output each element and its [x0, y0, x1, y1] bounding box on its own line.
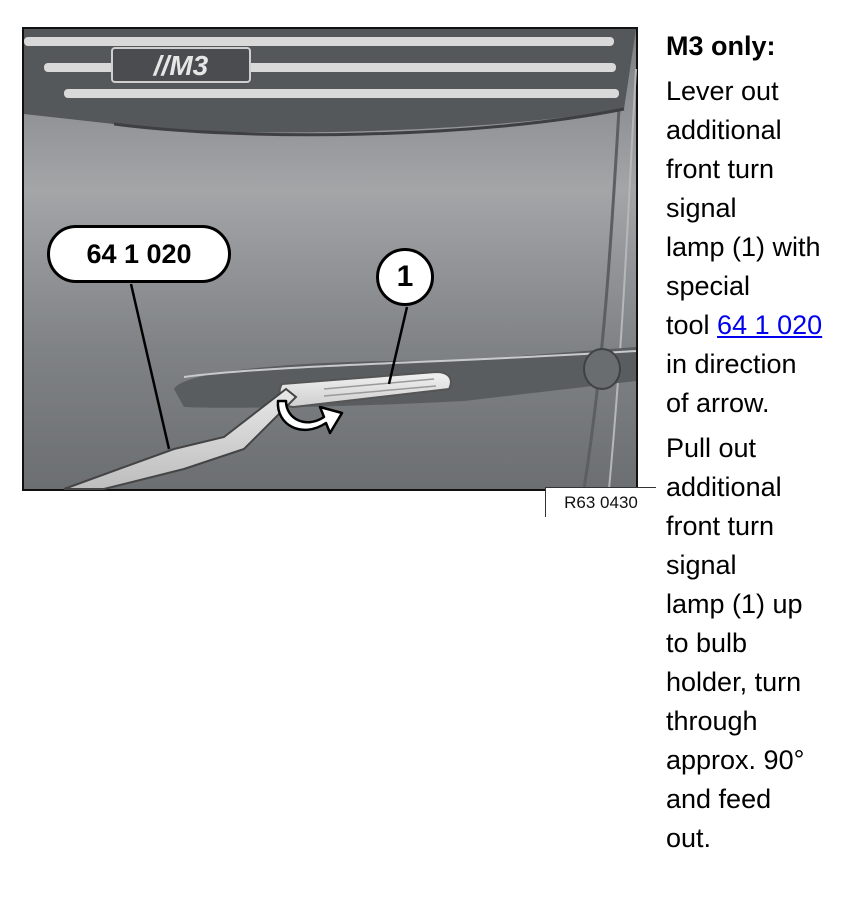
step-2-line: and feed: [666, 784, 772, 814]
step-1-line: of arrow.: [666, 388, 770, 418]
step-2-line: front turn: [666, 511, 775, 541]
step-2-line: out.: [666, 823, 712, 853]
step-1-line: lamp (1) with: [666, 232, 821, 262]
step-2-line: Pull out: [666, 433, 757, 463]
step-2-line: additional: [666, 472, 782, 502]
step-1-line: tool: [666, 310, 718, 340]
step-1-paragraph: [666, 72, 856, 423]
step-2-line: holder, turn: [666, 667, 802, 697]
step-2-line: approx. 90°: [666, 745, 805, 775]
step-1-line: special: [666, 271, 751, 301]
step-2-line: signal: [666, 550, 737, 580]
figure-reference-code: R63 0430: [545, 487, 656, 517]
section-heading: M3 only:: [666, 31, 776, 61]
callout-part-number: 1: [376, 248, 434, 306]
instruction-text: [666, 26, 856, 864]
step-1-line: signal: [666, 193, 737, 223]
callout-tool-number: 64 1 020: [47, 225, 231, 283]
step-2-line: to bulb: [666, 628, 748, 658]
step-1-line: additional: [666, 115, 782, 145]
step-2-line: through: [666, 706, 758, 736]
m3-badge-text: //M3: [153, 50, 209, 81]
step-2-paragraph: [666, 429, 856, 858]
step-1-line: in direction: [666, 349, 797, 379]
step-1-line: front turn: [666, 154, 775, 184]
tool-number-link[interactable]: 64 1 020: [717, 310, 823, 340]
step-2-line: lamp (1) up: [666, 589, 803, 619]
m3-badge: [112, 48, 250, 82]
step-1-line: Lever out: [666, 76, 779, 106]
